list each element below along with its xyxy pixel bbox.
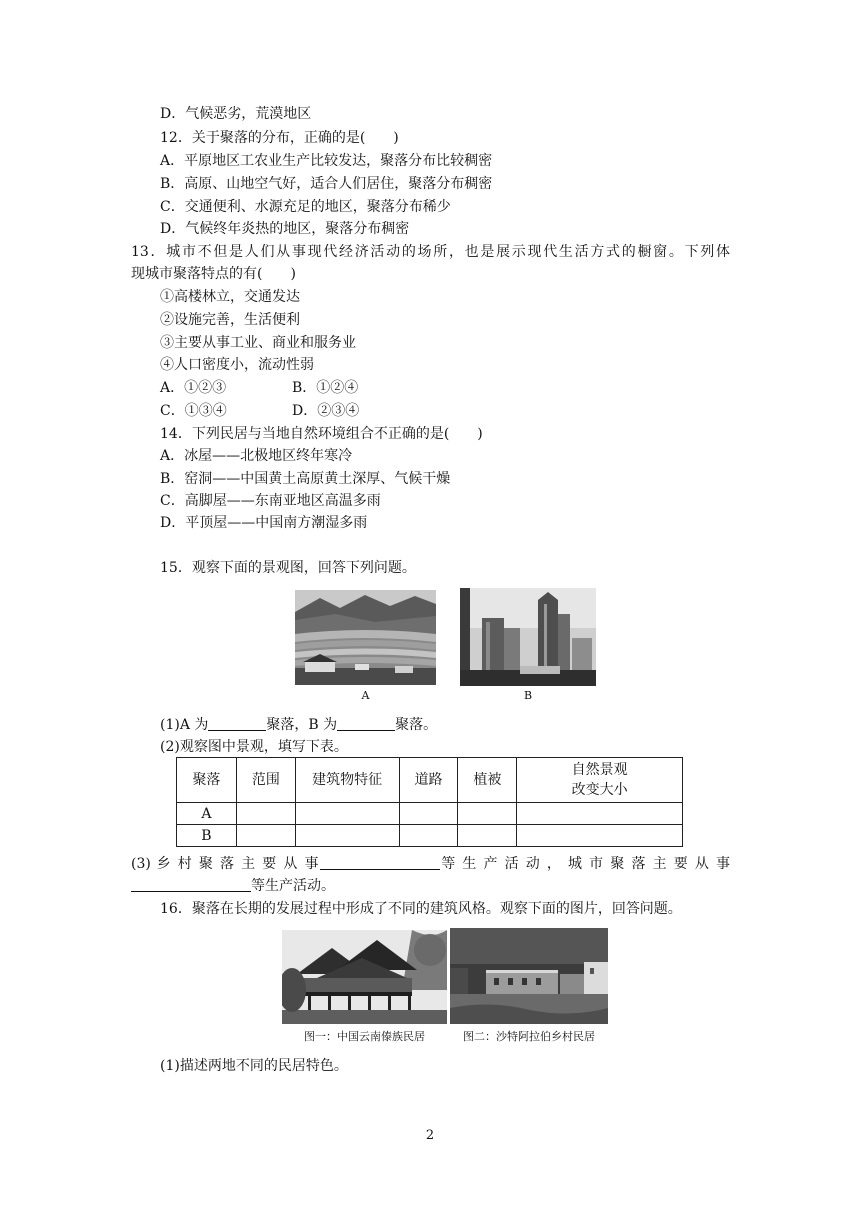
answer-blank-b[interactable]	[337, 716, 395, 731]
q13-item-4: ④人口密度小，流动性弱	[160, 357, 314, 373]
q12-option-a: A．平原地区工农业生产比较发达，聚落分布比较稠密	[160, 153, 493, 169]
table-cell[interactable]	[517, 825, 683, 847]
table-cell[interactable]	[295, 803, 399, 825]
saudi-village-house-photo	[450, 928, 608, 1024]
figure-1-caption: 图一：中国云南傣族民居	[304, 1030, 425, 1043]
rural-settlement-photo	[295, 590, 436, 685]
q15-part3-suffix: 等生产活动。	[251, 878, 335, 894]
table-header-settlement: 聚落	[177, 758, 237, 803]
q15-part3-line1	[131, 854, 730, 874]
table-header-change: 改变大小	[571, 782, 628, 798]
table-cell[interactable]	[399, 803, 458, 825]
q13-stem-line2: 现城市聚落特点的有( )	[131, 266, 296, 282]
table-row	[177, 803, 683, 825]
q11-option-d: D．气候恶劣，荒漠地区	[160, 106, 312, 122]
table-header-vegetation: 植被	[458, 758, 517, 803]
q15-part1-suffix: 聚落。	[395, 717, 438, 733]
q15-part3-prefix: (3) 乡 村 聚 落 主 要 从 事	[131, 856, 320, 872]
dai-stilt-house-photo	[282, 930, 447, 1024]
q14-option-d: D．平顶屋——中国南方潮湿多雨	[160, 515, 368, 531]
q13-stem-line1: 13．城市不但是人们从事现代经济活动的场所，也是展示现代生活方式的橱窗。下列体	[131, 244, 730, 260]
urban-settlement-photo	[460, 588, 596, 686]
table-cell[interactable]	[458, 825, 517, 847]
answer-blank-a[interactable]	[208, 716, 266, 731]
q15-part3-middle: 等 生 产 活 动 ， 城 市 聚 落 主 要 从 事	[439, 856, 730, 872]
q15-part1	[160, 715, 437, 735]
q15-part2: (2)观察图中景观，填写下表。	[160, 739, 348, 755]
photo-b-caption: B	[523, 689, 533, 702]
answer-blank-urban[interactable]	[131, 877, 251, 892]
table-row-label-b: B	[177, 825, 237, 847]
q15-part1-prefix: (1)A 为	[160, 717, 209, 733]
q13-option-d: D．②③④	[292, 403, 360, 419]
answer-blank-rural[interactable]	[320, 855, 440, 870]
q13-item-3: ③主要从事工业、商业和服务业	[160, 335, 356, 351]
table-cell[interactable]	[236, 825, 295, 847]
q16-stem: 16．聚落在长期的发展过程中形成了不同的建筑风格。观察下面的图片，回答问题。	[160, 901, 682, 917]
q12-option-b: B．高原、山地空气好，适合人们居住，聚落分布稠密	[160, 176, 493, 192]
table-cell[interactable]	[236, 803, 295, 825]
q14-stem: 14．下列民居与当地自然环境组合不正确的是( )	[160, 426, 483, 442]
q12-stem: 12．关于聚落的分布，正确的是( )	[160, 130, 399, 146]
q12-option-d: D．气候终年炎热的地区，聚落分布稠密	[160, 221, 410, 237]
q12-option-c: C．交通便利、水源充足的地区，聚落分布稀少	[160, 199, 451, 215]
q14-option-b: B．窑洞——中国黄土高原黄土深厚、气候干燥	[160, 471, 451, 487]
q14-option-c: C．高脚屋——东南亚地区高温多雨	[160, 493, 381, 509]
table-header-road: 道路	[399, 758, 458, 803]
table-header-landscape-change	[517, 758, 683, 803]
q16-part1: (1)描述两地不同的民居特色。	[160, 1058, 348, 1074]
table-header-landscape: 自然景观	[571, 762, 628, 778]
table-header-scope: 范围	[236, 758, 295, 803]
q13-option-b: B．①②④	[292, 380, 359, 396]
page-number: 2	[425, 1128, 435, 1143]
table-row-label-a: A	[177, 803, 237, 825]
q15-stem: 15．观察下面的景观图，回答下列问题。	[160, 560, 416, 576]
table-row	[177, 825, 683, 847]
table-cell[interactable]	[517, 803, 683, 825]
table-cell[interactable]	[458, 803, 517, 825]
settlement-observation-table	[176, 757, 683, 847]
table-header-building: 建筑物特征	[295, 758, 399, 803]
table-header-row	[177, 758, 683, 803]
q14-option-a: A．冰屋——北极地区终年寒冷	[160, 448, 353, 464]
table-cell[interactable]	[399, 825, 458, 847]
q13-option-a: A．①②③	[160, 380, 227, 396]
photo-a-caption: A	[361, 689, 370, 702]
table-cell[interactable]	[295, 825, 399, 847]
q15-part3-line2	[131, 876, 335, 896]
figure-2-caption: 图二：沙特阿拉伯乡村民居	[463, 1030, 595, 1043]
q13-option-c: C．①③④	[160, 403, 227, 419]
q15-part1-middle: 聚落，B 为	[266, 717, 338, 733]
q13-item-1: ①高楼林立，交通发达	[160, 289, 300, 305]
q13-item-2: ②设施完善，生活便利	[160, 312, 300, 328]
